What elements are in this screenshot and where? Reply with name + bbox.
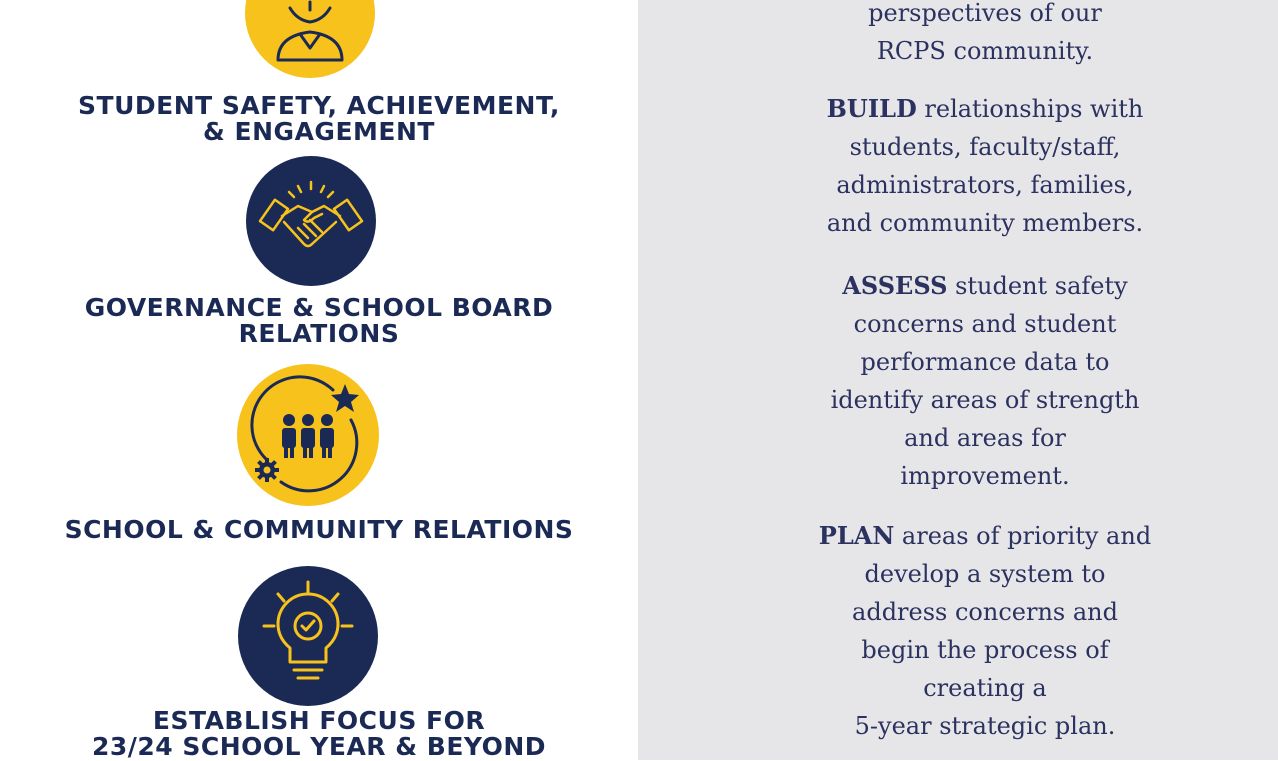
heading-student-safety (20, 93, 618, 145)
heading-line: 23/24 SCHOOL YEAR & BEYOND (91, 732, 547, 761)
handshake-icon (246, 156, 376, 286)
text-line: improvement. (900, 462, 1070, 490)
heading-school-community (20, 517, 618, 543)
text-line: administrators, families, (836, 171, 1134, 199)
heading-line: SCHOOL & COMMUNITY RELATIONS (64, 515, 574, 544)
text-line: and areas for (904, 424, 1066, 452)
text-line: concerns and student (853, 310, 1117, 338)
text-line: begin the process of (861, 636, 1109, 664)
heading-line: & ENGAGEMENT (203, 117, 435, 146)
text-line: RCPS community. (876, 37, 1094, 65)
text-line (780, 517, 1190, 555)
heading-line: STUDENT SAFETY, ACHIEVEMENT, (78, 91, 560, 120)
heading-governance (20, 295, 618, 347)
text-line (780, 90, 1190, 128)
community-icon (237, 364, 379, 506)
build-paragraph (780, 90, 1190, 242)
student-icon (245, 0, 375, 78)
text-line: perspectives of our (868, 0, 1102, 27)
text-span: relationships with (916, 95, 1144, 123)
text-line (780, 267, 1190, 305)
lightbulb-icon (238, 566, 378, 706)
text-line: performance data to (860, 348, 1110, 376)
heading-line: ESTABLISH FOCUS FOR (152, 706, 486, 735)
heading-line: GOVERNANCE & SCHOOL BOARD (84, 293, 554, 322)
text-line: develop a system to (864, 560, 1106, 588)
keyword: ASSESS (842, 271, 948, 300)
text-line: address concerns and (852, 598, 1118, 626)
text-span: areas of priority and (894, 522, 1152, 550)
text-line: identify areas of strength (830, 386, 1140, 414)
text-line: 5-year strategic plan. (854, 712, 1116, 740)
plan-paragraph (780, 517, 1190, 745)
keyword: PLAN (818, 521, 895, 550)
assess-paragraph (780, 267, 1190, 495)
keyword: BUILD (826, 94, 917, 123)
heading-line: RELATIONS (238, 319, 400, 348)
text-line: and community members. (826, 209, 1144, 237)
text-line: creating a (923, 674, 1047, 702)
text-line: students, faculty/staff, (849, 133, 1121, 161)
text-span: student safety (947, 272, 1128, 300)
intro-paragraph (780, 0, 1190, 70)
heading-establish-focus (20, 708, 618, 760)
